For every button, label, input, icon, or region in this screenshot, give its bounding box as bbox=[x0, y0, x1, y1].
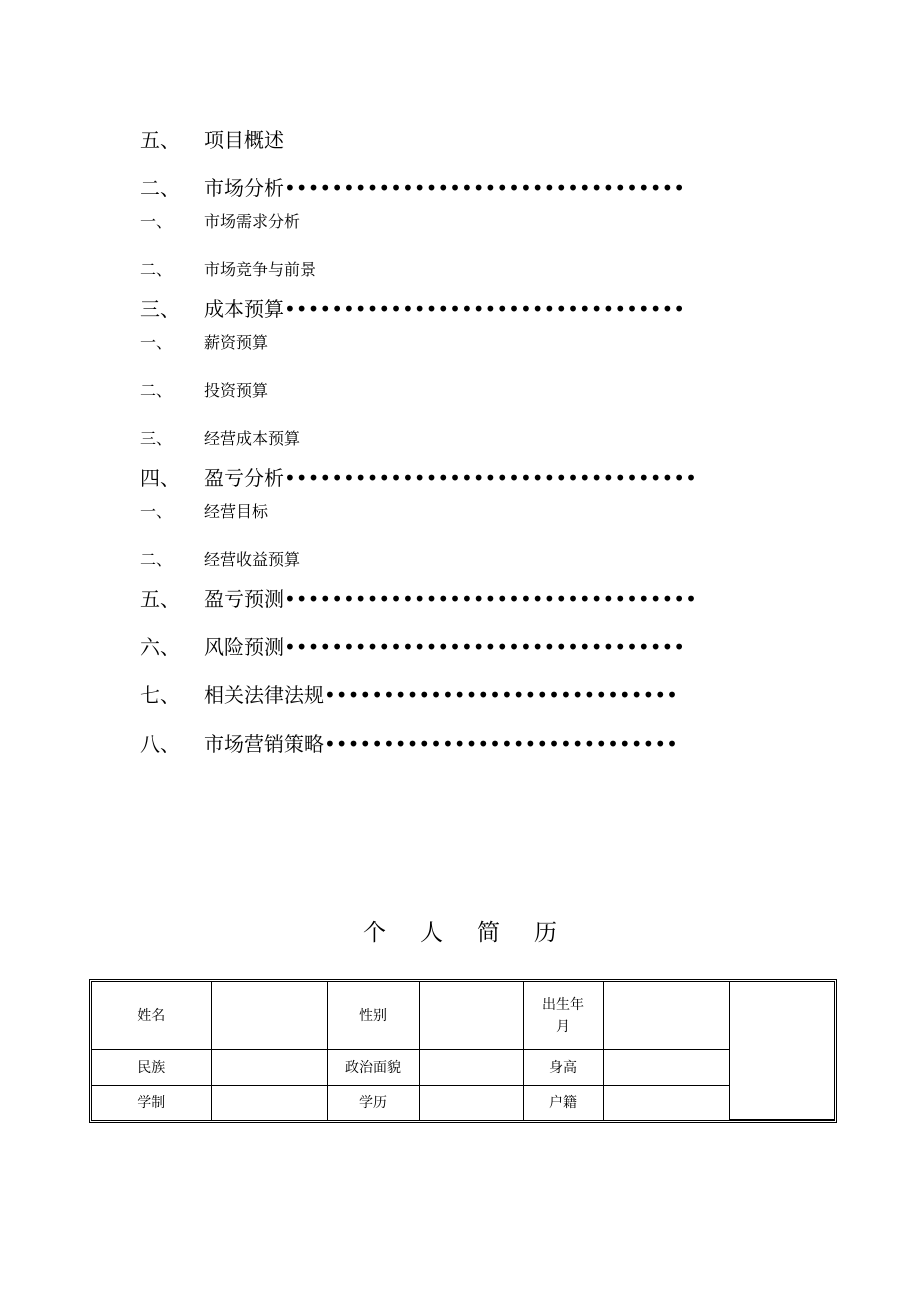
toc-number: 二、 bbox=[140, 381, 173, 400]
table-row bbox=[92, 982, 834, 1050]
toc-title-text: 经营目标 bbox=[204, 502, 269, 521]
table-row bbox=[92, 1050, 834, 1085]
value-political-status[interactable] bbox=[419, 1050, 523, 1085]
resume-title bbox=[0, 914, 920, 947]
value-height[interactable] bbox=[603, 1050, 729, 1085]
toc-number: 三、 bbox=[140, 429, 173, 448]
toc-title bbox=[204, 631, 685, 660]
value-schooling[interactable] bbox=[211, 1085, 327, 1119]
value-hukou[interactable] bbox=[603, 1085, 729, 1119]
toc-title bbox=[204, 124, 284, 153]
title-char: 简 bbox=[477, 920, 500, 946]
label-hukou: 户籍 bbox=[523, 1085, 603, 1119]
toc-number: 一、 bbox=[140, 333, 173, 352]
toc-title-text: 市场需求分析 bbox=[204, 212, 301, 231]
toc-number: 三、 bbox=[140, 297, 180, 321]
toc-title-text: 投资预算 bbox=[204, 381, 269, 400]
toc-number: 二、 bbox=[140, 176, 180, 200]
toc-title bbox=[204, 728, 678, 757]
label-schooling: 学制 bbox=[92, 1085, 211, 1119]
label-political-status: 政治面貌 bbox=[327, 1050, 419, 1085]
resume-table bbox=[89, 979, 837, 1123]
toc-leader-dots: •••••••••••••••••••••••••••••••••• bbox=[284, 176, 686, 200]
toc-title bbox=[204, 499, 268, 522]
toc-title bbox=[204, 257, 316, 280]
toc-title-text: 项目概述 bbox=[204, 128, 284, 152]
toc-number: 一、 bbox=[140, 502, 173, 521]
table-row bbox=[92, 1085, 834, 1119]
toc-leader-dots: ••••••••••••••••••••••••••••••••••• bbox=[284, 466, 697, 490]
value-birth-date[interactable] bbox=[603, 982, 729, 1050]
toc-number: 六、 bbox=[140, 635, 180, 659]
title-char: 人 bbox=[420, 920, 443, 946]
toc-title bbox=[204, 378, 268, 401]
value-name[interactable] bbox=[211, 982, 327, 1050]
toc-leader-dots: ••••••••••••••••••••••••••••••••••• bbox=[284, 587, 697, 611]
label-ethnicity: 民族 bbox=[92, 1050, 211, 1085]
toc-leader-dots: •••••••••••••••••••••••••••••• bbox=[324, 732, 678, 756]
toc-number: 二、 bbox=[140, 260, 173, 279]
toc-title-text: 市场分析 bbox=[204, 176, 284, 200]
toc-number: 七、 bbox=[140, 683, 180, 707]
label-gender: 性别 bbox=[327, 982, 419, 1050]
toc-title bbox=[204, 462, 697, 491]
toc-title-text: 盈亏预测 bbox=[204, 587, 284, 611]
toc-title bbox=[204, 426, 300, 449]
toc-title-text: 风险预测 bbox=[204, 635, 284, 659]
value-gender[interactable] bbox=[419, 982, 523, 1050]
toc-title-text: 经营成本预算 bbox=[204, 429, 301, 448]
toc-title bbox=[204, 547, 300, 570]
photo-cell[interactable] bbox=[729, 982, 834, 1120]
toc-title bbox=[204, 209, 300, 232]
value-education[interactable] bbox=[419, 1085, 523, 1119]
toc-title-text: 盈亏分析 bbox=[204, 466, 284, 490]
toc-title bbox=[204, 583, 697, 612]
label-education: 学历 bbox=[327, 1085, 419, 1119]
toc-number: 八、 bbox=[140, 732, 180, 756]
toc-number: 五、 bbox=[140, 128, 180, 152]
toc-number: 五、 bbox=[140, 587, 180, 611]
toc-title bbox=[204, 172, 685, 201]
toc-number: 二、 bbox=[140, 550, 173, 569]
title-char: 个 bbox=[363, 920, 386, 946]
toc-title-text: 薪资预算 bbox=[204, 333, 269, 352]
toc-number: 一、 bbox=[140, 212, 173, 231]
label-height: 身高 bbox=[523, 1050, 603, 1085]
toc-title bbox=[204, 293, 685, 322]
toc-title-text: 成本预算 bbox=[204, 297, 284, 321]
toc-title-text: 相关法律法规 bbox=[204, 683, 324, 707]
title-char: 历 bbox=[534, 920, 557, 946]
toc-leader-dots: •••••••••••••••••••••••••••••••••• bbox=[284, 297, 686, 321]
toc-title-text: 市场营销策略 bbox=[204, 732, 324, 756]
toc-leader-dots: •••••••••••••••••••••••••••••••••• bbox=[284, 635, 686, 659]
value-ethnicity[interactable] bbox=[211, 1050, 327, 1085]
label-name: 姓名 bbox=[92, 982, 211, 1050]
toc-title-text: 市场竞争与前景 bbox=[204, 260, 317, 279]
toc-title bbox=[204, 679, 678, 708]
toc-title-text: 经营收益预算 bbox=[204, 550, 301, 569]
label-birth-date: 出生年月 bbox=[523, 982, 603, 1050]
toc-number: 四、 bbox=[140, 466, 180, 490]
toc-leader-dots: •••••••••••••••••••••••••••••• bbox=[324, 683, 678, 707]
toc-title bbox=[204, 330, 268, 353]
